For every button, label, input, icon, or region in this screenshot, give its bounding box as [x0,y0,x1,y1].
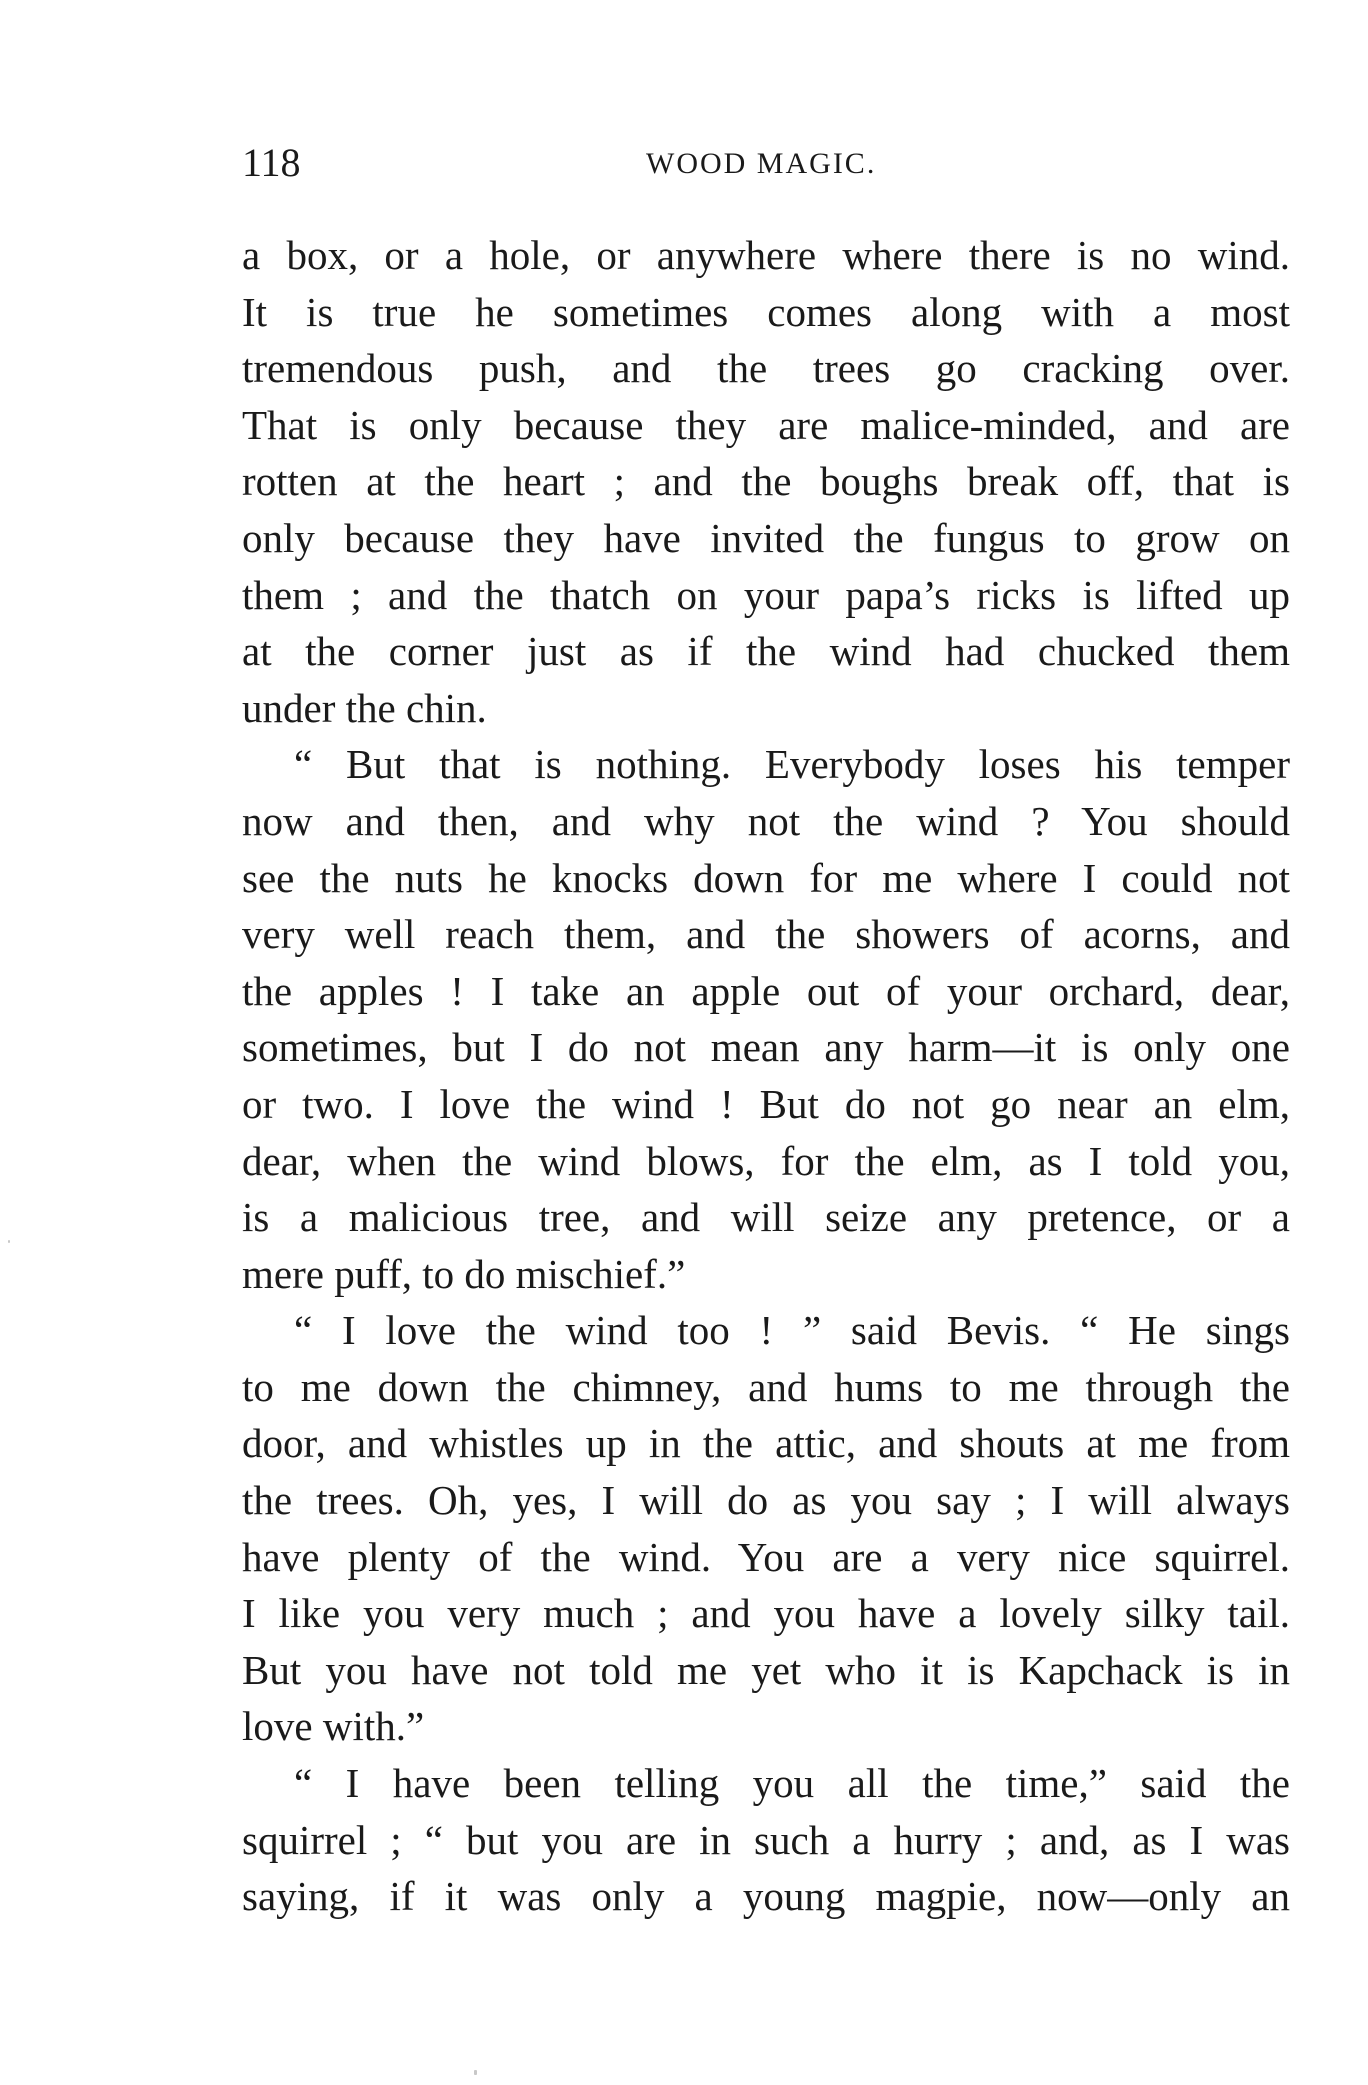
text-line: sometimes, but I do not mean any harm—it is only one [242,1024,1290,1071]
text-line: dear, when the wind blows, for the elm, as I told you, [242,1137,1290,1184]
text-line: squirrel ; “ but you are in such a hurry ; and, as I was [242,1816,1290,1863]
print-speck [8,1240,10,1243]
text-line: under the chin. [242,684,487,731]
text-line: a box, or a hole, or anywhere where there is no wind. [242,232,1290,278]
text-line: see the nuts he knocks down for me where I could not [242,854,1290,901]
text-line: very well reach them, and the showers of acorns, and [242,911,1290,958]
text-line: It is true he sometimes comes along with a most [242,288,1290,335]
text-line: tremendous push, and the trees go cracking over. [242,345,1290,392]
print-speck [474,2070,477,2075]
running-title: WOOD MAGIC. [646,147,877,180]
text-line: But you have not told me yet who it is Kapchack is in [242,1646,1290,1693]
text-line: the apples ! I take an apple out of your orchard, dear, [242,967,1290,1014]
page-number: 118 [242,140,301,185]
text-line: love with.” [242,1703,425,1750]
text-line: “ But that is nothing. Everybody loses his temper [294,741,1290,788]
text-line: or two. I love the wind ! But do not go near an elm, [242,1080,1290,1127]
text-line: now and then, and why not the wind ? You should [242,797,1290,844]
text-line: have plenty of the wind. You are a very nice squirrel. [242,1533,1290,1580]
text-line: the trees. Oh, yes, I will do as you say ; I will always [242,1477,1290,1524]
text-line: door, and whistles up in the attic, and shouts at me from [242,1420,1290,1467]
text-line: them ; and the thatch on your papa’s ricks is lifted up [242,571,1290,618]
text-line: “ I love the wind too ! ” said Bevis. “ He sings [294,1307,1290,1354]
text-line: to me down the chimney, and hums to me through the [242,1363,1290,1410]
text-line: rotten at the heart ; and the boughs break off, that is [242,458,1290,505]
body-text [242,227,1290,1925]
text-line: only because they have invited the fungus to grow on [242,514,1290,561]
text-line: That is only because they are malice-minded, and are [242,401,1290,448]
text-line: is a malicious tree, and will seize any pretence, or a [242,1194,1290,1241]
text-line: saying, if it was only a young magpie, now—only an [242,1873,1290,1920]
text-line: mere puff, to do mischief.” [242,1250,686,1297]
text-line: at the corner just as if the wind had chucked them [242,628,1290,675]
text-line: “ I have been telling you all the time,” said the [294,1760,1290,1807]
page-header [242,138,1290,188]
text-line: I like you very much ; and you have a lovely silky tail. [242,1590,1290,1637]
